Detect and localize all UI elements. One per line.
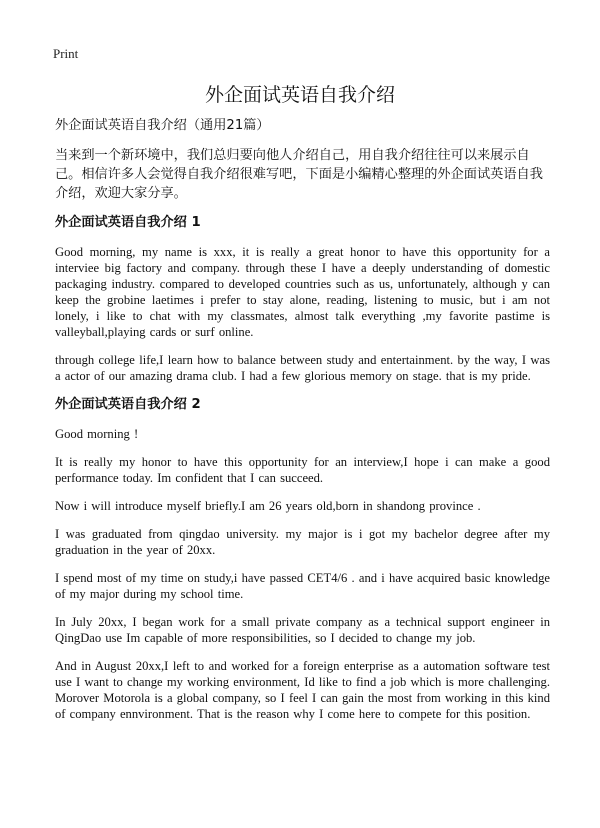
section-2-paragraph: In July 20xx, I began work for a small private company as a technical support engineer in QingDao use Im capable of more responsibilities, so I decided to change my job. (55, 615, 550, 645)
section-2-paragraph: It is really my honor to have this opportunity for an interview,I hope i can make a good performance today. Im confident that I can succeed. (55, 455, 550, 485)
section-2-paragraph: I spend most of my time on study,i have passed CET4/6 . and i have acquired basic knowledge of my major during my school time. (55, 571, 550, 601)
section-2-paragraph: Good morning ! (55, 427, 139, 441)
article-subtitle: 外企面试英语自我介绍（通用21篇） (55, 118, 270, 133)
section-heading-1: 外企面试英语自我介绍 1 (55, 215, 201, 230)
section-1-paragraph: through college life,I learn how to balance between study and entertainment. by the way, I was a actor of our amazing drama club. I had a few glorious memory on stage. that is my pride. (55, 353, 550, 383)
section-2-paragraph: I was graduated from qingdao university. my major is i got my bachelor degree after my graduation in the year of 20xx. (55, 527, 550, 557)
print-link[interactable]: Print (53, 46, 79, 61)
section-2-paragraph: And in August 20xx,I left to and worked for a foreign enterprise as a automation software test use I want to change my working environment, Id like to find a job which is more challenging. Morover Motorola is a global company, so I feel I can gain the most from working in this kind of company ennvironment. That is the reason why I come here to compete for this position. (55, 659, 550, 721)
article-body (55, 117, 550, 734)
intro-paragraph: 当来到一个新环境中，我们总归要向他人介绍自己，用自我介绍往往可以来展示自己。相信许多人会觉得自我介绍很难写吧，下面是小编精心整理的外企面试英语自我介绍，欢迎大家分享。 (55, 148, 543, 201)
section-1-paragraph: Good morning, my name is xxx, it is really a great honor to have this opportunity for a interviee big factory and company. through these I have a deeply understanding of domestic packaging industry. compared to developed countries such as us, unfortunately, although y can keep the grobine laetimes i prefer to stay alone, reading, listening to music, but i am not lonely, i like to chat with my classmates, almost talk everything ,my favorite pastime is valleyball,playing cards or surf online. (55, 245, 550, 339)
page-title: 外企面试英语自我介绍 (204, 84, 395, 106)
section-heading-2: 外企面试英语自我介绍 2 (55, 397, 201, 412)
section-2-paragraph: Now i will introduce myself briefly.I am 26 years old,born in shandong province . (55, 499, 481, 513)
